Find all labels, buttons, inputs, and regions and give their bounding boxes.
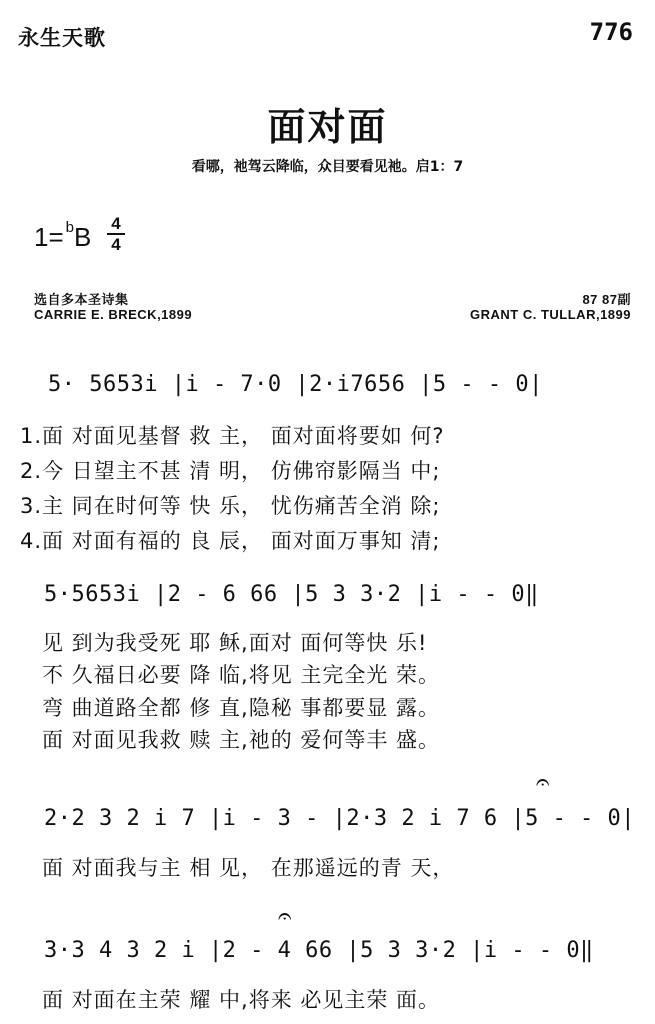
hymnal-title: 永生天歌 bbox=[18, 26, 106, 50]
song-title: 面对面 bbox=[267, 105, 388, 149]
lyricist: CARRIE E. BRECK,1899 bbox=[34, 307, 193, 322]
lyric-line: 面 对面我与主 相 见， 在那遥远的青 天， bbox=[42, 856, 455, 880]
lyric-line: 1.面 对面见基督 救 主， 面对面将要如 何? bbox=[20, 424, 445, 448]
notation-line: 3·3 4 3 2 i |2 - 4 66 |5 3 3·2 |i - - 0‖ bbox=[44, 938, 594, 963]
flat-sign: b bbox=[65, 219, 74, 236]
key-label: 1= bbox=[34, 222, 64, 252]
composer: GRANT C. TULLAR,1899 bbox=[470, 307, 631, 322]
meter: 87 87副 bbox=[582, 292, 631, 307]
key-signature bbox=[34, 219, 92, 253]
fermata-icon: 𝄐 bbox=[536, 768, 550, 796]
notation-line: 5· 5653i |i - 7·0 |2·i7656 |5 - - 0| bbox=[48, 372, 543, 397]
scripture-reference: 看哪，祂驾云降临，众目要看见祂。启1：7 bbox=[191, 159, 464, 175]
lyric-line: 弯 曲道路全都 修 直,隐秘 事都要显 露。 bbox=[42, 696, 441, 720]
time-denominator: 4 bbox=[111, 235, 121, 254]
lyric-line: 不 久福日必要 降 临,将见 主完全光 荣。 bbox=[42, 663, 441, 687]
notation-line: 5·5653i |2 - 6 66 |5 3 3·2 |i - - 0‖ bbox=[44, 582, 539, 607]
lyric-line: 面 对面见我救 赎 主,祂的 爱何等丰 盛。 bbox=[42, 728, 441, 752]
lyric-line: 4.面 对面有福的 良 辰， 面对面万事知 清; bbox=[20, 529, 441, 553]
fermata-icon: 𝄐 bbox=[278, 902, 292, 930]
notation-line: 2·2 3 2 i 7 |i - 3 - |2·3 2 i 7 6 |5 - - 0| bbox=[44, 806, 636, 831]
lyric-line: 3.主 同在时何等 快 乐， 忧伤痛苦全消 除; bbox=[20, 494, 441, 518]
time-signature bbox=[106, 214, 126, 254]
lyric-line: 2.今 日望主不甚 清 明， 仿佛帘影隔当 中; bbox=[20, 459, 441, 483]
lyric-line: 面 对面在主荣 耀 中,将来 必见主荣 面。 bbox=[42, 988, 441, 1012]
key-note: B bbox=[74, 222, 92, 252]
source-note: 选自多本圣诗集 bbox=[34, 292, 129, 307]
page-number: 776 bbox=[589, 18, 633, 46]
time-numerator: 4 bbox=[111, 214, 121, 233]
lyric-line: 见 到为我受死 耶 稣,面对 面何等快 乐! bbox=[42, 631, 428, 655]
